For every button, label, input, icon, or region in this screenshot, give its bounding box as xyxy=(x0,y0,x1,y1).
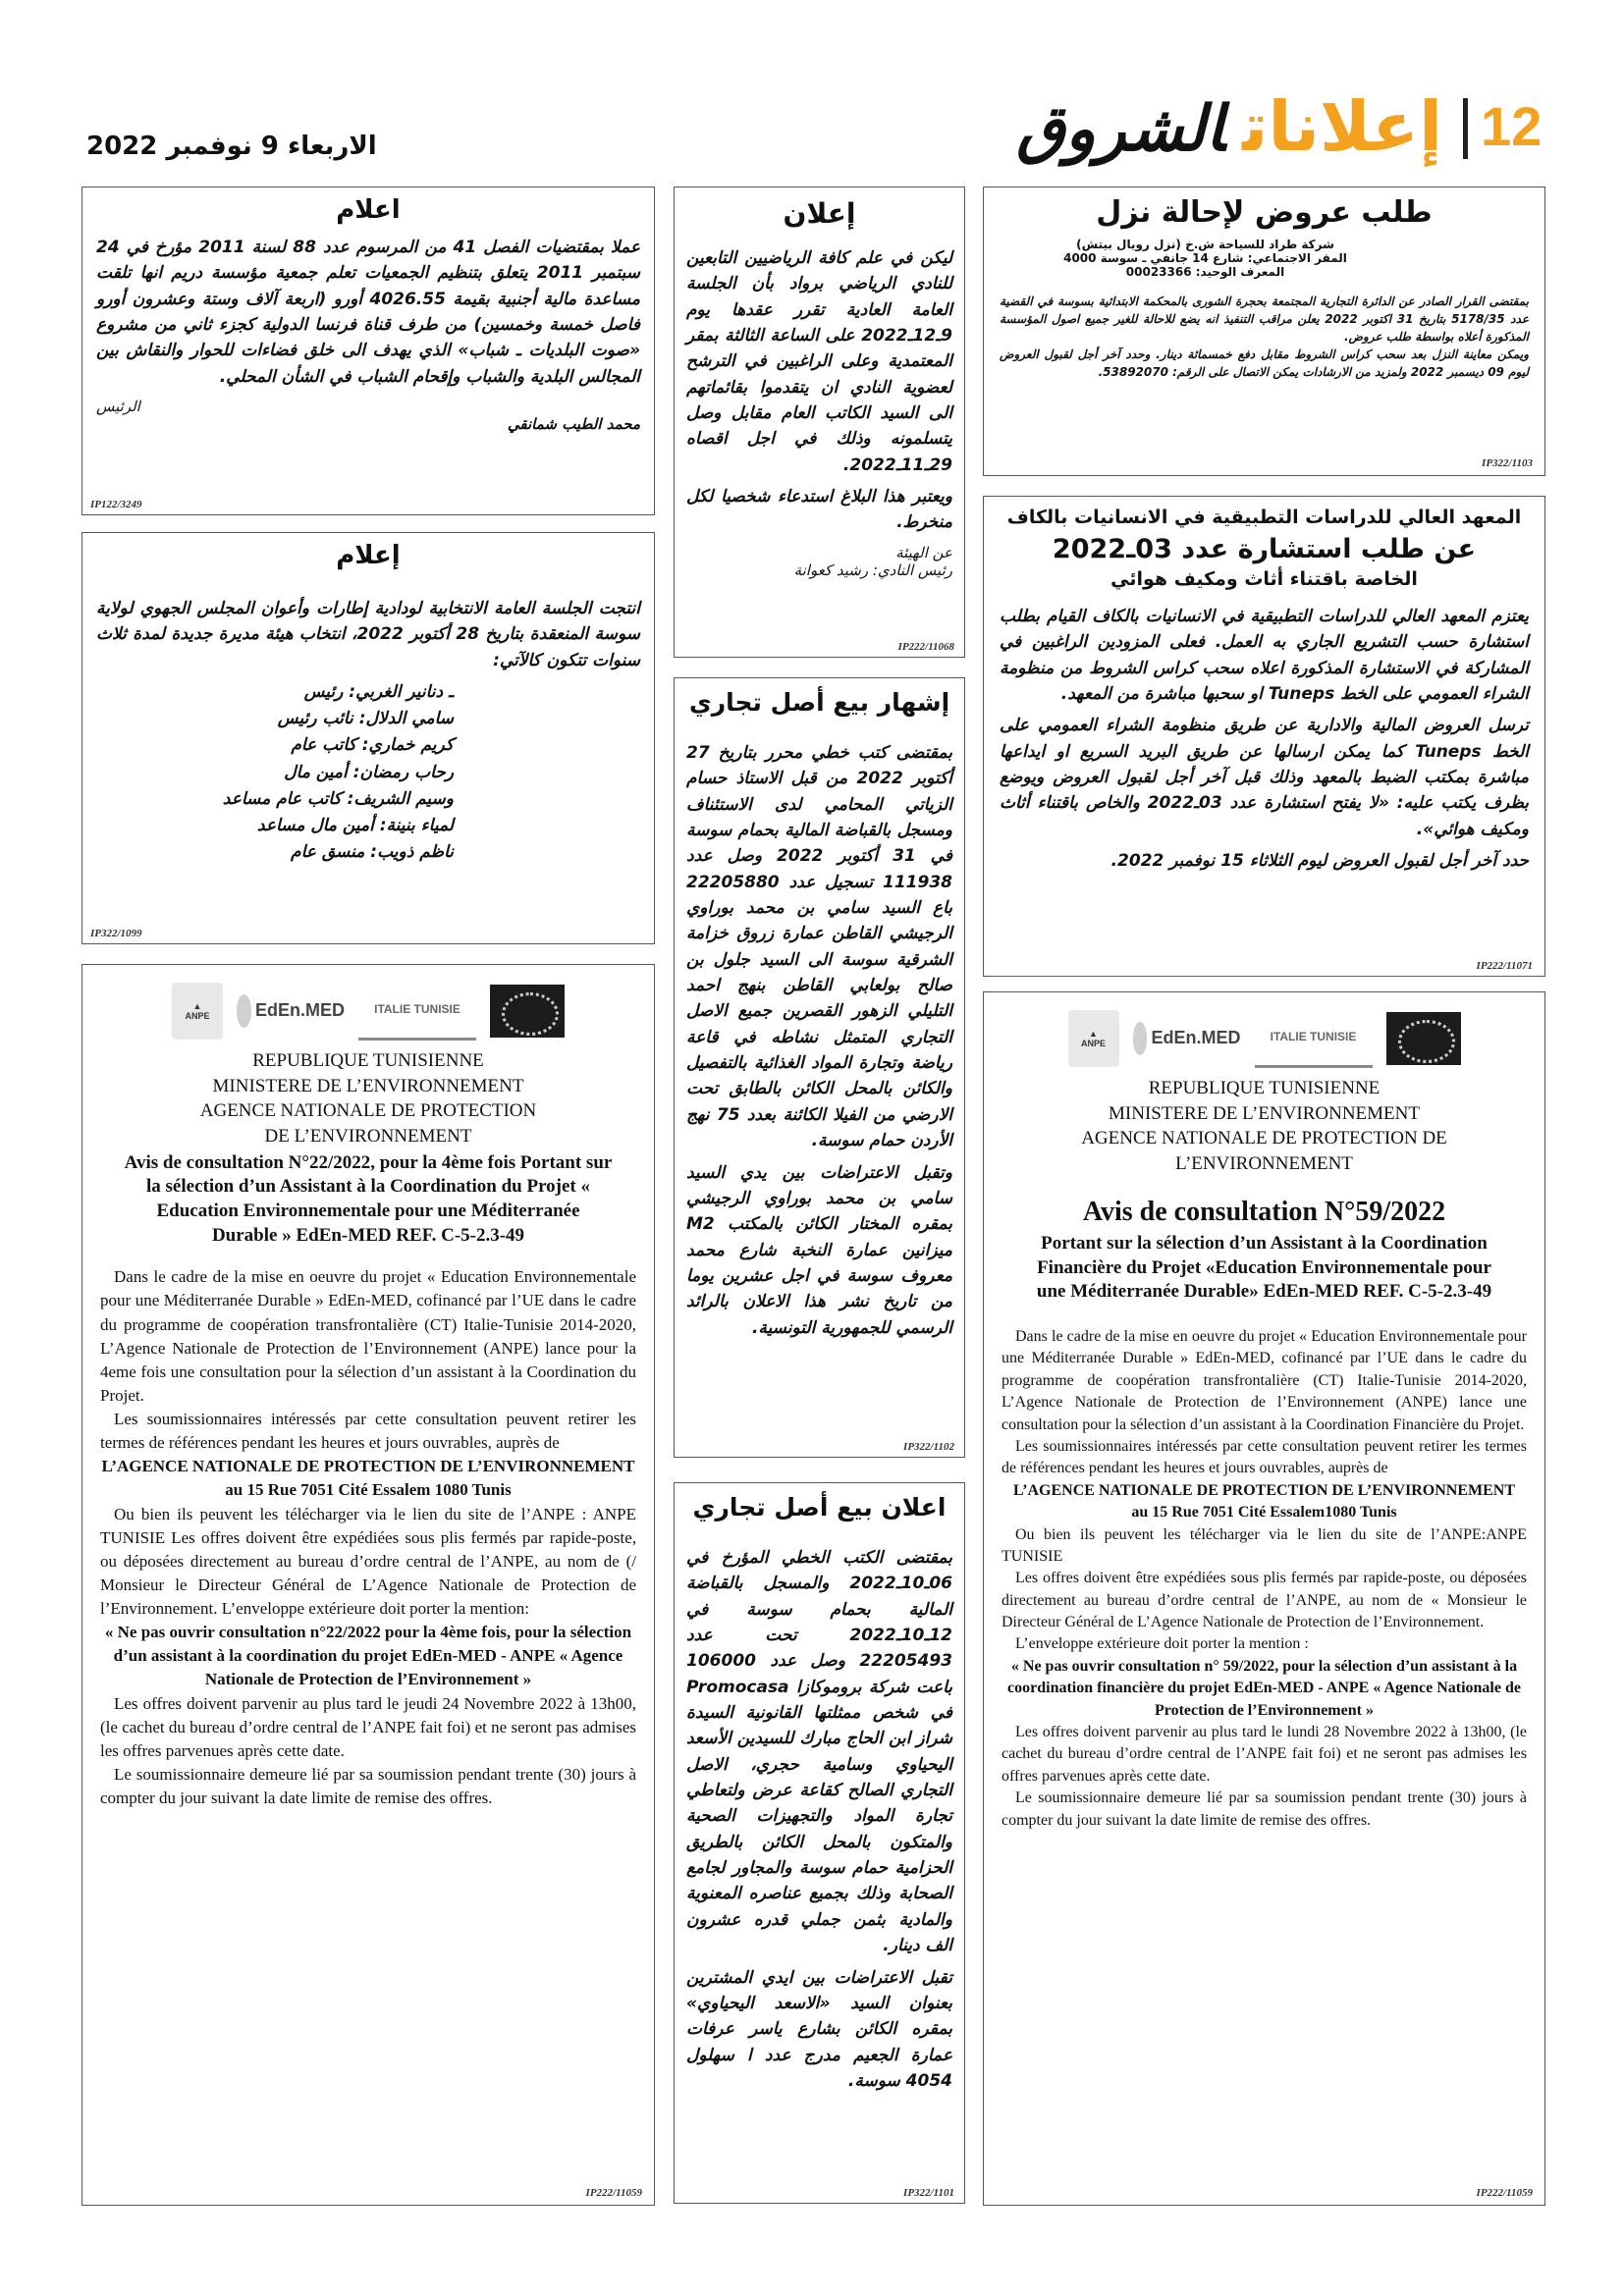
paragraph: Les offres doivent être expédiées sous plis fermés par rapide-poste, ou déposées directement au bureau d’ordre central de l’ANPE, au nom de « Monsieur le Directeur Général de L’Agence Nationale de Protection de l’Environnement. xyxy=(1001,1570,1527,1631)
edenmed-logo: EdEn.MED xyxy=(237,983,345,1040)
newspaper-name: الشروق xyxy=(1016,92,1225,166)
paragraph: Dans le cadre de la mise en oeuvre du projet « Education Environnementale pour une Méditerranée Durable » EdEn-MED, cofinancé par l’UE dans le cadre du programme de coopération transfrontalière (CT) Italie-Tunisie 2014-2020, L’Agence Nationale de Protection de l’Environnement (ANPE) lance une consultation pour la sélection d’un assistant à la Coordination Financière du Projet. xyxy=(1001,1328,1527,1433)
member-item: كريم خماري: كاتب عام xyxy=(291,735,454,756)
ad-reference: IP322/1101 xyxy=(903,2187,954,2199)
paragraph: ويعتبر هذا البلاغ استدعاء شخصيا لكل منخرط. xyxy=(686,487,952,533)
issue-date: الاربعاء 9 نوفمبر 2022 xyxy=(86,132,377,161)
ad-title: اعلام xyxy=(336,195,401,225)
member-item: ـ دنانير الغربي: رئيس xyxy=(303,682,454,703)
paragraph: Les offres doivent parvenir au plus tard le jeudi 24 Novembre 2022 à 13h00, (le cachet du bureau d’ordre central de l’ANPE fait foi) et ne seront pas admises les offres parvenues après cette date. xyxy=(100,1693,636,1760)
masthead xyxy=(1016,86,1442,167)
paragraph: ليكن في علم كافة الرياضيين التابعين للنادي الرياضي برواد بأن الجلسة العامة العادية تقرر عقدها يوم 9ـ12ـ2022 على الساعة الثالثة بمقر المعتمدية وعلى الراغبين في الترشح لعضوية النادي ان يتقدموا بقائماتهم الى السيد الكاتب العام مقابل وصل يتسلمونه وذلك في اجل اقصاه 29ـ11ـ2022. xyxy=(686,248,952,475)
ad-business-sale-2 xyxy=(674,1482,965,2204)
paragraph: يعتزم المعهد العالي للدراسات التطبيقية في الانسانيات بالكاف القيام بطلب استشارة حسب التشريع الجاري به العمل. فعلى المزودين الراغبين في المشاركة في الاستشارة المذكورة اعلاه سحب كراس الشروط من منظومة الشراء العمومي على الخط Tuneps او سحبها مباشرة من المعهد. xyxy=(1000,607,1529,705)
ad-reference: IP222/11059 xyxy=(585,2187,642,2199)
header-line: AGENCE NATIONALE DE PROTECTION xyxy=(199,1100,537,1122)
ad-title: طلب عروض لإحالة نزل xyxy=(1096,195,1433,230)
ad-anpe-consultation-59 xyxy=(983,991,1545,2206)
consultation-number: عن طلب استشارة عدد 03ـ2022 xyxy=(1052,534,1477,564)
ad-reference: IP322/1102 xyxy=(903,1441,954,1453)
address-line: au 15 Rue 7051 Cité Essalem1080 Tunis xyxy=(1131,1504,1397,1522)
envelope-mention: « Ne pas ouvrir consultation n° 59/2022, pour la sélection d’un assistant à la coordination financière du projet EdEn-MED - ANPE « Agence Nationale de Protection de l’Environnement » xyxy=(1007,1657,1521,1719)
paragraph: Les soumissionnaires intéressés par cette consultation peuvent retirer les termes de références pendant les heures et jours ouvrables, auprès de xyxy=(100,1410,636,1453)
ad-reference: IP222/11059 xyxy=(1476,2187,1533,2199)
member-list xyxy=(96,679,454,866)
paragraph: Ou bien ils peuvent les télécharger via le lien du site de l’ANPE : ANPE TUNISIE Les offres doivent être expédiées sous plis fermés par rapide-poste, ou déposées directement au bureau d’ordre central de l’ANPE, au nom de (/ Monsieur le Directeur Général de L’Agence Nationale de Protection de l’Environnement. L’enveloppe extérieure doit porter la mention: xyxy=(100,1504,636,1619)
page-number: 12 xyxy=(1481,95,1543,157)
ad-reference: IP322/1099 xyxy=(90,928,142,939)
paragraph: Le soumissionnaire demeure lié par sa soumission pendant trente (30) jours à compter du jour suivant la date limite de remise des offres. xyxy=(1001,1789,1527,1829)
paragraph: بمقتضى كتب خطي محرر بتاريخ 27 أكتوبر 2022 من قبل الاستاذ حسام الزياتي المحامي لدى الاستئناف ومسجل بالقباضة المالية بحمام سوسة في 31 أكتوبر 2022 وصل عدد 111938 تسجيل عدد 22205880 باع السيد سامي بن محمد بوراوي الرجيشي القاطن عمارة زروق خزامة الشرقية سوسة الى السيد جلول بن صالح بولعابي القاطن بنهج احمد التليلي الزهور القصرين جميع الاصل التجاري المتمثل نشاطه في قاعة رياضة وتجارة المواد الغذائية بالتفصيل والكائن بالمحل الكائن بالطابق تحت الارضي من الفيلا الكائنة بعدد 75 نهج الأردن حمام سوسة. xyxy=(686,743,952,1151)
paragraph: Les offres doivent parvenir au plus tard le lundi 28 Novembre 2022 à 13h00, (le cachet du bureau d’ordre central de l’ANPE fait foi) et ne seront pas admises les offres parvenues après cette date. xyxy=(1001,1724,1527,1785)
ad-body xyxy=(1000,293,1529,381)
section-title: إعلانات xyxy=(1242,86,1442,167)
paragraph: ويمكن معاينة النزل بعد سحب كراس الشروط مقابل دفع خمسمائة دينار. وحدد آخر أجل لقبول العروض ليوم 09 ديسمبر 2022 ولمزيد من الارشادات يمكن الاتصال على الرقم: 53892070. xyxy=(1000,347,1529,379)
id-line: المعرف الوحيد: 00023366 xyxy=(1125,265,1285,279)
paragraph: ترسل العروض المالية والادارية عن طريق منظومة الشراء العمومي على الخط Tuneps كما يمكن ارسالها عن طريق البريد السريع او ايداعها مباشرة بمكتب الضبط بالمعهد وذلك قبل آخر أجل لقبول العروض ويوضع بظرف يكتب عليه: «لا يفتح استشارة عدد 03ـ2022 والخاص باقتناء أثاث ومكيف هوائي». xyxy=(1000,716,1529,839)
paragraph: عملا بمقتضيات الفصل 41 من المرسوم عدد 88 لسنة 2011 مؤرخ في 24 سبتمبر 2011 يتعلق بتنظيم الجمعيات تعلم جمعية مؤسسة دريم انها تلقت مساعدة مالية أجنبية بقيمة 4026.55 أورو (اربعة آلاف وستة وعشرون أورو فاصل خمسة وخمسين) من طرف قناة فرنسا الدولية كجزء ثاني من مشروع «صوت البلديات ـ شباب» الذي يهدف الى خلق فضاءات للحوار والنقاش بين المجالس البلدية والشباب وإقحام الشباب في الشأن المحلي. xyxy=(96,238,641,387)
paragraph: L’enveloppe extérieure doit porter la mention : xyxy=(1015,1635,1309,1653)
envelope-mention: « Ne pas ouvrir consultation n°22/2022 pour la 4ème fois, pour la sélection d’un assistant à la coordination du projet EdEn-MED - ANPE « Agence Nationale de Protection de l’Environnement » xyxy=(104,1623,632,1689)
eu-flag-logo xyxy=(490,985,565,1038)
member-item: ناظم ذويب: منسق عام xyxy=(291,842,454,863)
member-item: وسيم الشريف: كاتب عام مساعد xyxy=(222,788,454,809)
ad-notice-board xyxy=(81,532,655,944)
member-item: رحاب رمضان: أمين مال xyxy=(284,762,454,782)
signature-org: عن الهيئة xyxy=(895,543,952,561)
header-line: AGENCE NATIONALE DE PROTECTION DE xyxy=(1081,1128,1447,1149)
address-line: L’AGENCE NATIONALE DE PROTECTION DE L’ENVIRONNEMENT xyxy=(101,1457,635,1476)
italie-tunisie-logo: ITALIE TUNISIE xyxy=(1255,1008,1373,1068)
signature-title: الرئيس xyxy=(96,398,140,416)
paragraph: Les soumissionnaires intéressés par cette consultation peuvent retirer les termes de références pendant les heures et jours ouvrables, auprès de xyxy=(1001,1437,1527,1477)
address-line: L’AGENCE NATIONALE DE PROTECTION DE L’ENVIRONNEMENT xyxy=(1012,1481,1516,1499)
header-divider xyxy=(1463,98,1468,159)
consultation-title: Avis de consultation N°22/2022, pour la 4ème fois Portant sur la sélection d’un Assistant à la Coordination du Projet « Education Environnementale pour une Méditerranée Durable » EdEn-MED REF. C-5-2.3-49 xyxy=(124,1151,613,1246)
eu-flag-logo xyxy=(1386,1012,1461,1065)
edenmed-logo: EdEn.MED xyxy=(1133,1010,1241,1067)
ad-notice-funding xyxy=(81,187,655,515)
ad-body xyxy=(1001,1326,1527,1832)
header-line: L’ENVIRONNEMENT xyxy=(1175,1152,1353,1174)
signature-name: رئيس النادي: رشيد كعوانة xyxy=(793,561,952,579)
ad-title: إعلام xyxy=(336,541,401,570)
paragraph: تقبل الاعتراضات بين ايدي المشترين بعنوان السيد «الاسعد اليحياوي» بمقره الكائن بشارع ياسر عرفات عمارة الجعيم مدرج عدد ا سهلول 4054 سوسة. xyxy=(686,1967,952,2091)
address-line: au 15 Rue 7051 Cité Essalem 1080 Tunis xyxy=(225,1480,512,1500)
header-line: MINISTERE DE L’ENVIRONNEMENT xyxy=(1109,1102,1420,1124)
paragraph: انتجت الجلسة العامة الانتخابية لودادية إطارات وأعوان المجلس الجهوي لولاية سوسة المنعقدة بتاريخ 28 أكتوبر 2022، انتخاب هيئة مديرة جديدة لمدة ثلاث سنوات تتكون كالآتي: xyxy=(96,599,640,670)
paragraph: Dans le cadre de la mise en oeuvre du projet « Education Environnementale pour une Méditerranée Durable » EdEn-MED, cofinancé par l’UE dans le cadre du programme de coopération transfrontalière (CT) Italie-Tunisie 2014-2020, L’Agence Nationale de Protection de l’Environnement (ANPE) lance pour la 4eme fois une consultation pour la sélection d’un assistant à la Coordination du Projet. xyxy=(100,1267,636,1405)
ad-anpe-consultation-22 xyxy=(81,964,655,2206)
ad-sport-club xyxy=(674,187,965,658)
company-line: شركة طراد للسياحة ش.خ (نزل رويال بيتش) xyxy=(1076,238,1334,251)
paragraph: وتقبل الاعتراضات بين يدي السيد سامي بن محمد بوراوي الرجيشي بمقره المختار الكائن بالمكتب M2 ميزانين عمارة النخبة شارع محمد معروف سوسة في اجل عشرين يوما من تاريخ نشر هذا الاعلان بالرائد الرسمي للجمهورية التونسية. xyxy=(686,1162,952,1338)
ad-body xyxy=(100,1265,636,1810)
consultation-title-large: Avis de consultation N°59/2022 xyxy=(1082,1196,1446,1227)
italie-tunisie-logo: ITALIE TUNISIE xyxy=(358,981,476,1041)
consultation-subject: الخاصة باقتناء أثاث ومكيف هوائي xyxy=(1110,568,1418,590)
ad-reference: IP222/11068 xyxy=(897,641,954,653)
anpe-logo: ▲ ANPE xyxy=(1068,1010,1119,1067)
ad-institute-consultation xyxy=(983,496,1545,977)
anpe-logo: ▲ ANPE xyxy=(172,983,223,1040)
ad-reference: IP322/1103 xyxy=(1482,457,1533,469)
ad-title: إشهار بيع أصل تجاري xyxy=(688,688,950,717)
ad-hotel-tender xyxy=(983,187,1545,476)
partner-logos xyxy=(1001,1008,1527,1068)
header-line: MINISTERE DE L’ENVIRONNEMENT xyxy=(212,1075,524,1096)
ad-title: اعلان بيع أصل تجاري xyxy=(692,1493,947,1522)
header-line: DE L’ENVIRONNEMENT xyxy=(264,1125,472,1147)
ad-business-sale-1 xyxy=(674,677,965,1458)
hq-line: المقر الاجتماعي: شارع 14 جانفي ـ سوسة 4000 xyxy=(1063,251,1347,265)
header-line: REPUBLIQUE TUNISIENNE xyxy=(1148,1078,1380,1098)
signature-name: محمد الطيب شمانقي xyxy=(507,415,640,434)
header-line: REPUBLIQUE TUNISIENNE xyxy=(252,1050,484,1071)
member-item: سامي الدلال: نائب رئيس xyxy=(277,709,454,729)
institute-name: المعهد العالي للدراسات التطبيقية في الانسانيات بالكاف xyxy=(1006,507,1522,528)
ad-reference: IP222/11071 xyxy=(1476,960,1533,972)
partner-logos xyxy=(100,981,636,1041)
paragraph: Ou bien ils peuvent les télécharger via le lien du site de l’ANPE:ANPE TUNISIE xyxy=(1001,1525,1527,1565)
paragraph: حدد آخر أجل لقبول العروض ليوم الثلاثاء 15 نوفمبر 2022. xyxy=(1110,851,1529,872)
paragraph: Le soumissionnaire demeure lié par sa soumission pendant trente (30) jours à compter du jour suivant la date limite de remise des offres. xyxy=(100,1764,636,1808)
ad-title: إعلان xyxy=(783,197,856,230)
paragraph: بمقتضى القرار الصادر عن الدائرة التجارية المجتمعة بحجرة الشورى بالمحكمة الابتدائية بسوسة في القضية عدد 5178/35 بتاريخ 31 اكتوبر 2022 يعلن مراقب التنفيذ انه يضع للاحالة للغير جميع اصول المؤسسة المذكورة أعلاه بواسطة طلب عروض. xyxy=(1000,294,1529,344)
paragraph: بمقتضى الكتب الخطي المؤرخ في 06ـ10ـ2022 والمسجل بالقباضة المالية بحمام سوسة في 12ـ10ـ2022 تحت عدد 22205493 وصل عدد 106000 باعت شركة بروموكازا Promocasa في شخص ممثلتها القانونية السيدة شراز ابن الحاج مبارك للسيدين الأسعد اليحياوي وسامية حجري، الاصل التجاري الصالح كقاعة عرض ولتعاطي تجارة المواد والتجهيزات الصحية والمتكون بالمحل الكائن بالطريق الحزامية حمام سوسة والمجاور لجامع الصحابة وذلك بجميع عناصره المعنوية والمادية بثمن جملي قدره عشرون الف دينار. xyxy=(686,1548,952,1956)
member-item: لمياء بنينة: أمين مال مساعد xyxy=(256,815,454,835)
ad-reference: IP122/3249 xyxy=(90,499,142,510)
consultation-title: Portant sur la sélection d’un Assistant à la Coordination Financière du Projet «Education Environnementale pour une Méditerranée Durable» EdEn-MED REF. C-5-2.3-49 xyxy=(1036,1232,1492,1303)
